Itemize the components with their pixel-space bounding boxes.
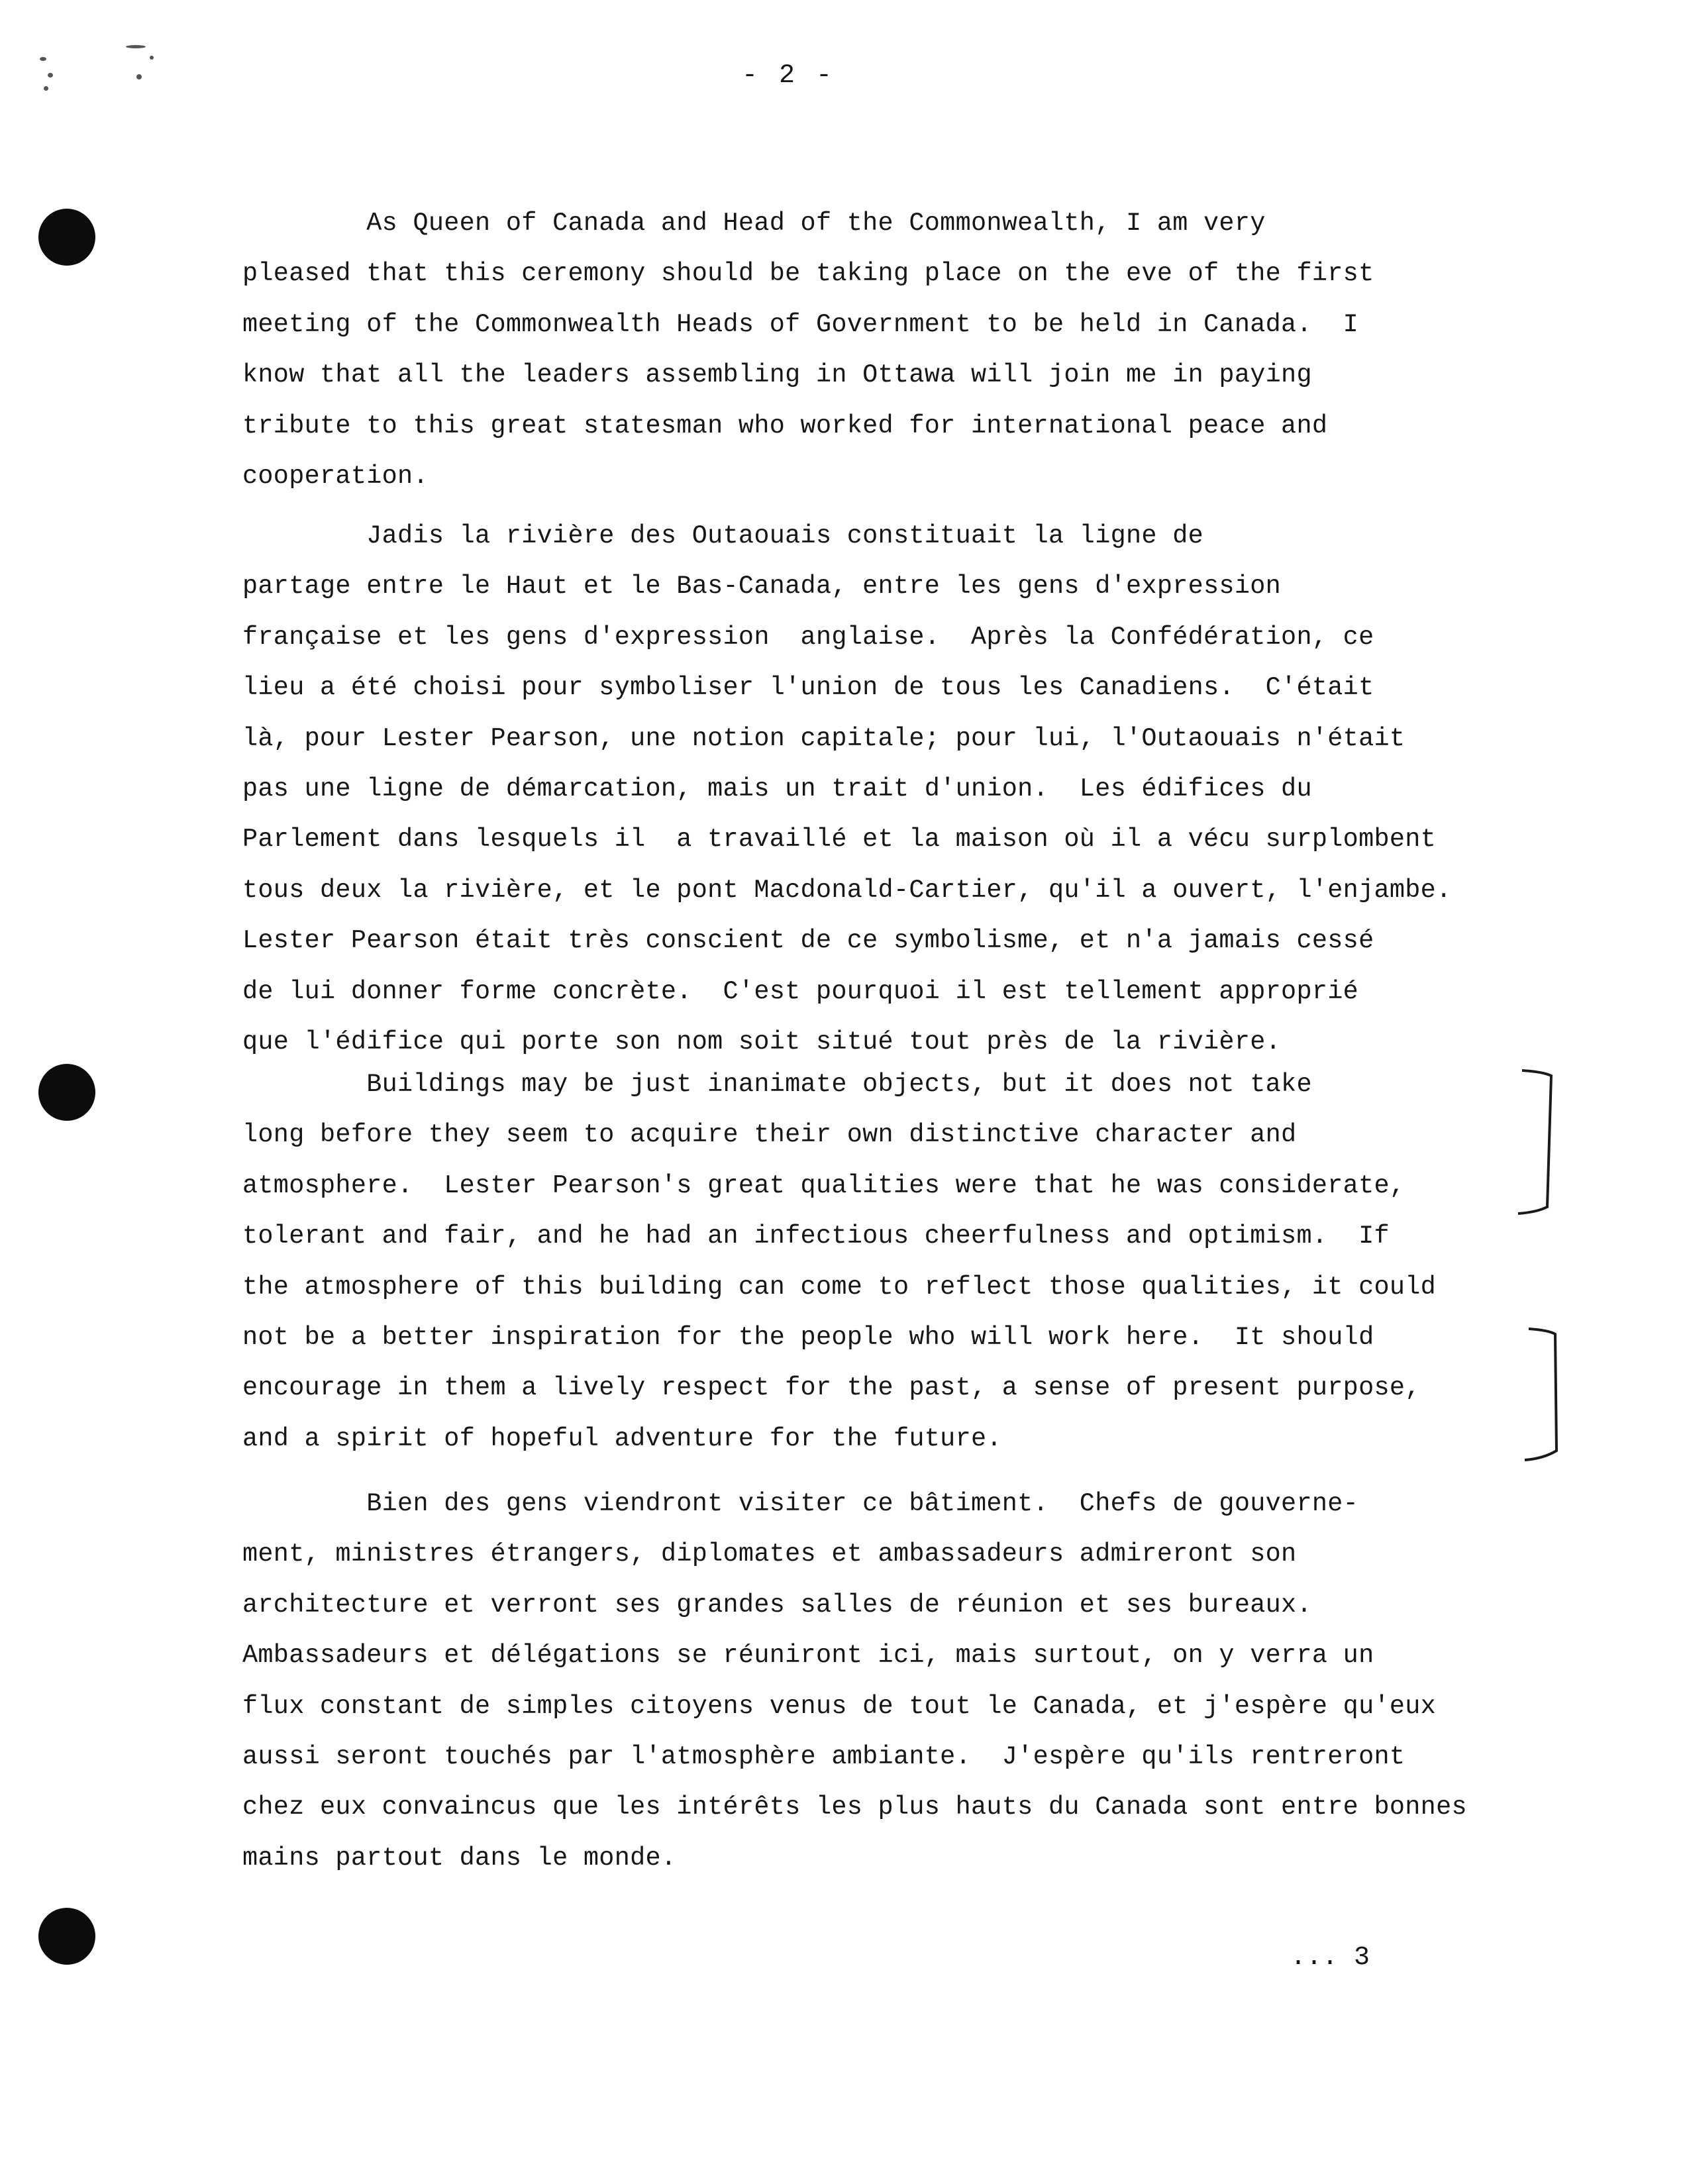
text-line: chez eux convaincus que les intérêts les plus hauts du Canada sont entre bonnes — [242, 1793, 1467, 1822]
text-line: As Queen of Canada and Head of the Commonwealth, I am very — [242, 209, 1266, 238]
text-line: pas une ligne de démarcation, mais un trait d'union. Les édifices du — [242, 774, 1312, 804]
text-line: flux constant de simples citoyens venus de tout le Canada, et j'espère qu'eux — [242, 1692, 1437, 1721]
text-line: Bien des gens viendront visiter ce bâtiment. Chefs de gouverne- — [242, 1489, 1359, 1518]
text-line: Parlement dans lesquels il a travaillé et la maison où il a vécu surplombent — [242, 825, 1437, 854]
text-line: tolerant and fair, and he had an infectious cheerfulness and optimism. If — [242, 1222, 1390, 1251]
text-line: tribute to this great statesman who worked for international peace and — [242, 411, 1328, 441]
text-line: encourage in them a lively respect for the past, a sense of present purpose, — [242, 1373, 1421, 1402]
scan-speck — [48, 73, 53, 78]
page-number: - 2 - — [741, 61, 835, 91]
text-line: ment, ministres étrangers, diplomates et ambassadeurs admireront son — [242, 1539, 1297, 1569]
text-line: de lui donner forme concrète. C'est pourquoi il est tellement approprié — [242, 977, 1359, 1006]
punch-hole-top — [38, 209, 95, 266]
text-line: tous deux la rivière, et le pont Macdonald-Cartier, qu'il a ouvert, l'enjambe. — [242, 876, 1452, 905]
text-line: know that all the leaders assembling in Ottawa will join me in paying — [242, 360, 1312, 390]
text-line: meeting of the Commonwealth Heads of Government to be held in Canada. I — [242, 310, 1359, 339]
punch-hole-middle — [38, 1064, 95, 1121]
text-line: lieu a été choisi pour symboliser l'union de tous les Canadiens. C'était — [242, 673, 1374, 702]
text-line: aussi seront touchés par l'atmosphère ambiante. J'espère qu'ils rentreront — [242, 1742, 1405, 1771]
scan-speck — [136, 74, 142, 79]
scan-speck — [44, 86, 48, 91]
text-line: Buildings may be just inanimate objects, but it does not take — [242, 1070, 1312, 1099]
text-line: atmosphere. Lester Pearson's great qualities were that he was considerate, — [242, 1171, 1405, 1200]
scan-speck — [150, 56, 154, 60]
punch-hole-bottom — [38, 1908, 95, 1965]
text-line: que l'édifice qui porte son nom soit situé tout près de la rivière. — [242, 1027, 1282, 1057]
text-line: là, pour Lester Pearson, une notion capitale; pour lui, l'Outaouais n'était — [242, 724, 1405, 753]
text-line: pleased that this ceremony should be taking place on the eve of the first — [242, 259, 1374, 288]
text-line: Lester Pearson était très conscient de ce symbolisme, et n'a jamais cessé — [242, 926, 1374, 955]
margin-bracket-upper — [1517, 1068, 1570, 1219]
continuation-marker: ... 3 — [1290, 1943, 1370, 1973]
text-line: long before they seem to acquire their own distinctive character and — [242, 1120, 1297, 1149]
text-line: not be a better inspiration for the people who will work here. It should — [242, 1323, 1374, 1352]
text-line: cooperation. — [242, 462, 429, 491]
text-line: and a spirit of hopeful adventure for the future. — [242, 1424, 1002, 1453]
text-line: partage entre le Haut et le Bas-Canada, entre les gens d'expression — [242, 572, 1282, 601]
text-line: the atmosphere of this building can come to reflect those qualities, it could — [242, 1273, 1437, 1302]
text-line: mains partout dans le monde. — [242, 1844, 677, 1873]
margin-bracket-lower — [1522, 1325, 1575, 1465]
text-line: Jadis la rivière des Outaouais constituait la ligne de — [242, 521, 1204, 550]
text-line: architecture et verront ses grandes salles de réunion et ses bureaux. — [242, 1590, 1312, 1620]
scan-speck — [126, 45, 146, 48]
scan-speck — [40, 57, 46, 61]
text-line: française et les gens d'expression anglaise. Après la Confédération, ce — [242, 623, 1374, 652]
text-line: Ambassadeurs et délégations se réuniront ici, mais surtout, on y verra un — [242, 1641, 1374, 1670]
